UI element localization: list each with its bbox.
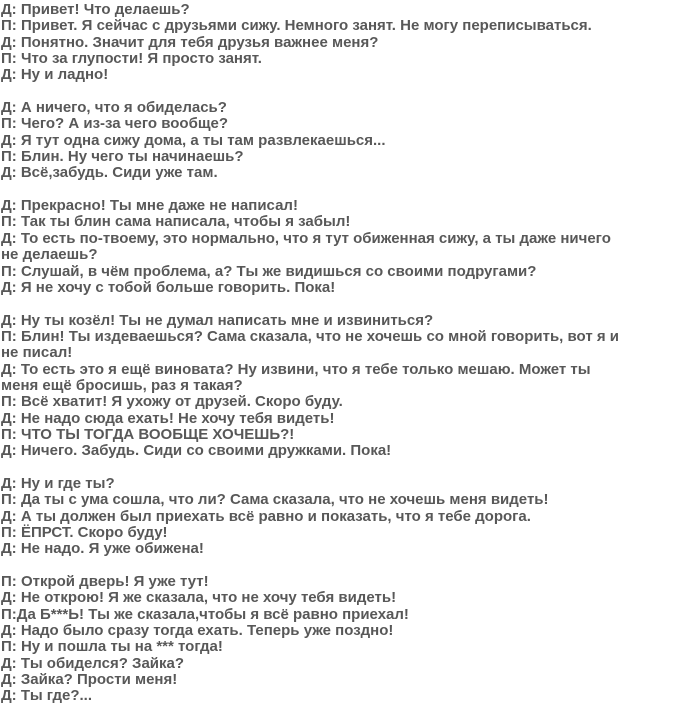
dialogue-line: П: Так ты блин сама написала, чтобы я забыл! bbox=[1, 213, 351, 231]
dialogue-line: Д: А ничего, что я обиделась? bbox=[1, 99, 227, 117]
dialogue-line: П: ЧТО ТЫ ТОГДА ВООБЩЕ ХОЧЕШЬ?! bbox=[1, 425, 295, 443]
dialogue-line: П: Слушай, в чём проблема, а? Ты же видишься со своими подругами? bbox=[1, 262, 537, 280]
dialogue-line: Д: Ну и где ты? bbox=[1, 474, 115, 492]
dialogue-block-4 bbox=[1, 313, 700, 460]
dialogue-line: Д: Ничего. Забудь. Сиди со своими дружками. Пока! bbox=[1, 442, 392, 460]
dialogue-line: Д: Зайка? Прости меня! bbox=[1, 671, 178, 689]
dialogue-block-1 bbox=[1, 2, 700, 84]
dialogue-line-continuation: меня ещё бросишь, раз я такая? bbox=[1, 376, 243, 394]
dialogue-line: Д: А ты должен был приехать всё равно и показать, что я тебе дорога. bbox=[1, 507, 531, 525]
dialogue-line: Д: Понятно. Значит для тебя друзья важнее меня? bbox=[1, 33, 379, 51]
dialogue-line: П: Блин! Ты издеваешься? Сама сказала, что не хочешь со мной говорить, вот я и bbox=[1, 327, 619, 345]
dialogue-line: П: Открой дверь! Я уже тут! bbox=[1, 573, 209, 591]
dialogue-line-continuation: не делаешь? bbox=[1, 246, 98, 264]
dialogue-line: Д: Ну ты козёл! Ты не думал написать мне и извиниться? bbox=[1, 311, 434, 329]
dialogue-line: П: Ну и пошла ты на *** тогда! bbox=[1, 638, 223, 656]
dialogue-line: П:Да Б***Ь! Ты же сказала,чтобы я всё равно приехал! bbox=[1, 605, 409, 623]
dialogue-line: Д: Ты где?... bbox=[1, 687, 92, 705]
dialogue-line: Д: Ты обиделся? Зайка? bbox=[1, 654, 185, 672]
dialogue-line: Д: Я тут одна сижу дома, а ты там развлекаешься... bbox=[1, 131, 386, 149]
dialogue-line: П: Привет. Я сейчас с друзьями сижу. Немного занят. Не могу переписываться. bbox=[1, 17, 592, 35]
dialogue-line: П: Блин. Ну чего ты начинаешь? bbox=[1, 148, 244, 166]
dialogue-line: П: ЁПРСТ. Скоро буду! bbox=[1, 524, 168, 541]
dialogue-line: П: Всё хватит! Я ухожу от друзей. Скоро буду. bbox=[1, 393, 343, 411]
dialogue-document bbox=[1, 2, 700, 721]
dialogue-line: Д: Надо было сразу тогда ехать. Теперь уже поздно! bbox=[1, 622, 394, 640]
dialogue-block-3 bbox=[1, 198, 700, 296]
dialogue-line: Д: Не надо. Я уже обижена! bbox=[1, 540, 204, 558]
dialogue-line: Д: То есть по-твоему, это нормально, что я тут обиженная сижу, а ты даже ничего bbox=[1, 229, 611, 247]
dialogue-line-continuation: не писал! bbox=[1, 344, 73, 362]
dialogue-line: Д: Прекрасно! Ты мне даже не написал! bbox=[1, 197, 298, 215]
dialogue-line: Д: Я не хочу с тобой больше говорить. Пока! bbox=[1, 278, 336, 296]
dialogue-block-2 bbox=[1, 100, 700, 182]
dialogue-line: Д: Ну и ладно! bbox=[1, 66, 109, 84]
dialogue-line: П: Чего? А из-за чего вообще? bbox=[1, 115, 229, 133]
dialogue-line: П: Да ты с ума сошла, что ли? Сама сказала, что не хочешь меня видеть! bbox=[1, 491, 549, 509]
dialogue-block-6 bbox=[1, 574, 700, 705]
dialogue-line: Д: Всё,забудь. Сиди уже там. bbox=[1, 164, 218, 182]
dialogue-line: Д: То есть это я ещё виновата? Ну извини, что я тебе только мешаю. Может ты bbox=[1, 360, 591, 378]
dialogue-line: Д: Привет! Что делаешь? bbox=[1, 1, 190, 18]
dialogue-block-5 bbox=[1, 476, 700, 558]
dialogue-line: П: Что за глупости! Я просто занят. bbox=[1, 50, 262, 68]
dialogue-line: Д: Не открою! Я же сказала, что не хочу тебя видеть! bbox=[1, 589, 397, 607]
dialogue-line: Д: Не надо сюда ехать! Не хочу тебя видеть! bbox=[1, 409, 335, 427]
